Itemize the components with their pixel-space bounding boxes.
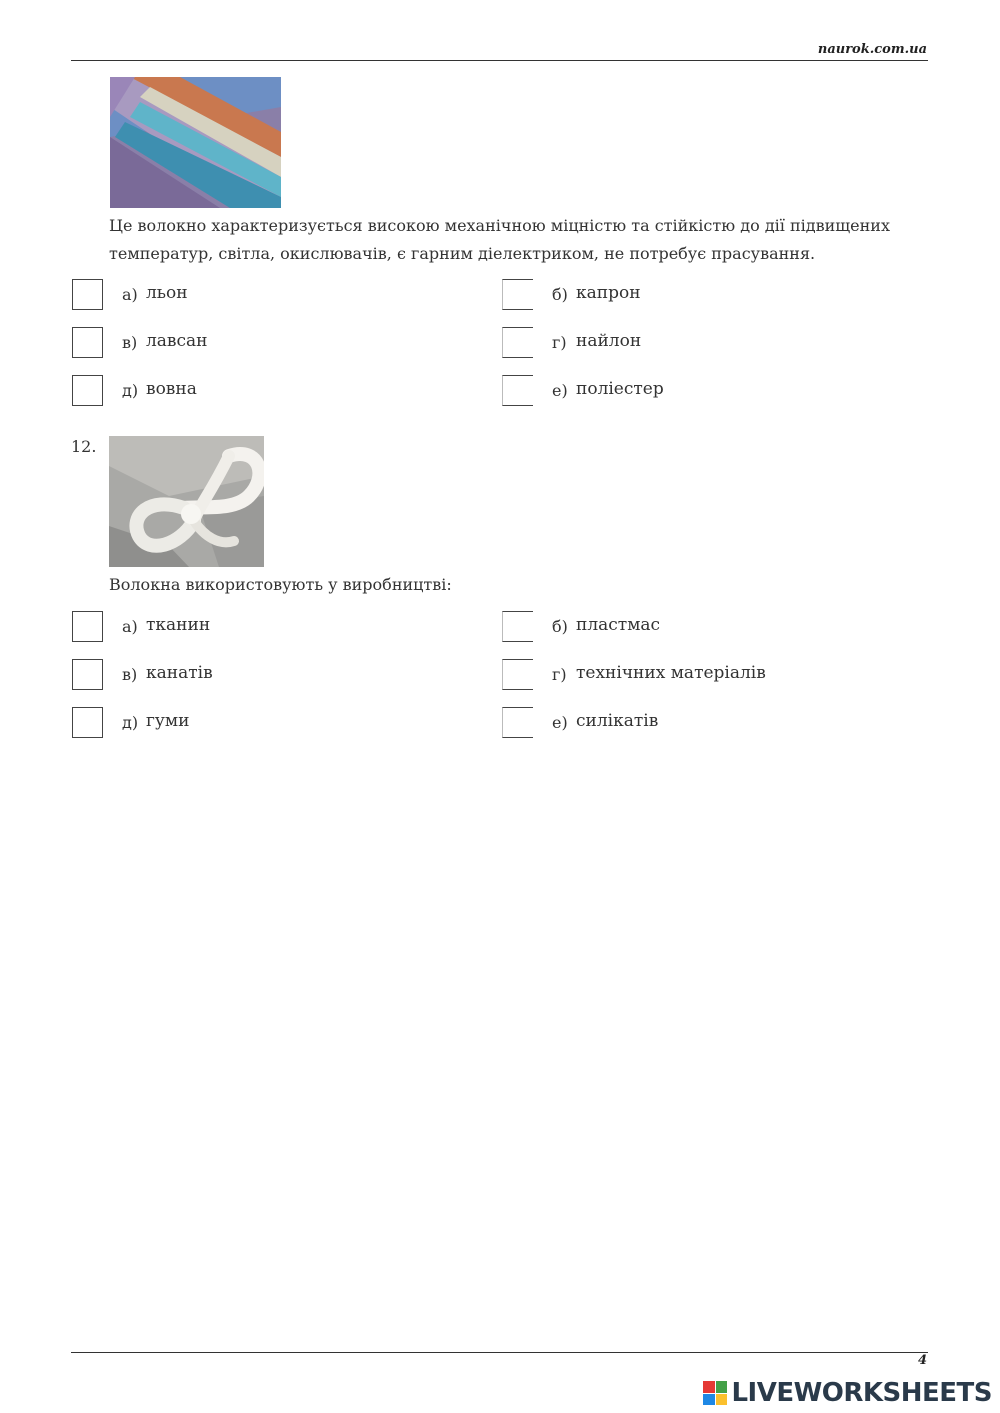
option-letter: г) [552, 665, 567, 684]
option-letter: а) [122, 285, 138, 304]
page-number: 4 [917, 1353, 927, 1368]
option-12-a[interactable] [72, 611, 452, 645]
option-label: пластмас [576, 615, 661, 635]
option-12-d[interactable] [72, 707, 452, 741]
checkbox[interactable] [502, 611, 533, 642]
option-letter: в) [122, 665, 138, 684]
white-rope-bow-photo [109, 436, 264, 567]
logo-square-blue [703, 1394, 715, 1406]
option-label: технічних матеріалів [576, 663, 766, 683]
page-header-site: naurok.com.ua [817, 42, 927, 57]
option-letter: б) [552, 617, 568, 636]
brand-name: LIVEWORKSHEETS [731, 1378, 992, 1408]
option-letter: д) [122, 381, 139, 400]
header-rule [71, 60, 928, 61]
option-letter: г) [552, 333, 567, 352]
liveworksheets-logo [703, 1379, 992, 1407]
option-11-e[interactable] [502, 375, 882, 409]
option-11-v[interactable] [72, 327, 452, 361]
option-11-g[interactable] [502, 327, 882, 361]
option-12-g[interactable] [502, 659, 902, 693]
question-11-text: Це волокно характеризується високою механічною міцністю та стійкістю до дії підвищених температур, світла, окислювачів, є гарним діелектриком, не потребує прасування. [109, 216, 890, 263]
option-11-d[interactable] [72, 375, 452, 409]
option-letter: д) [122, 713, 139, 732]
option-11-b[interactable] [502, 279, 882, 313]
option-label: вовна [146, 379, 197, 399]
option-label: силікатів [576, 711, 659, 731]
option-12-b[interactable] [502, 611, 882, 645]
option-label: найлон [576, 331, 642, 351]
option-letter: в) [122, 333, 138, 352]
option-12-v[interactable] [72, 659, 452, 693]
option-label: лавсан [146, 331, 208, 351]
checkbox[interactable] [72, 707, 103, 738]
option-letter: б) [552, 285, 568, 304]
logo-square-red [703, 1381, 715, 1393]
checkbox[interactable] [502, 327, 533, 358]
checkbox[interactable] [72, 611, 103, 642]
option-label: капрон [576, 283, 641, 303]
option-label: гуми [146, 711, 190, 731]
option-11-a[interactable] [72, 279, 452, 313]
fabric-swatches-photo [110, 77, 281, 208]
question-12-number: 12. [71, 437, 97, 456]
logo-square-yellow [716, 1394, 728, 1406]
option-letter: е) [552, 381, 568, 400]
checkbox[interactable] [72, 375, 103, 406]
checkbox[interactable] [72, 279, 103, 310]
checkbox[interactable] [502, 279, 533, 310]
option-label: льон [146, 283, 188, 303]
question-12-text: Волокна використовують у виробництві: [109, 575, 452, 594]
checkbox[interactable] [502, 375, 533, 406]
option-label: тканин [146, 615, 211, 635]
checkbox[interactable] [502, 707, 533, 738]
option-label: поліестер [576, 379, 664, 399]
option-12-e[interactable] [502, 707, 882, 741]
logo-square-green [716, 1381, 728, 1393]
option-letter: а) [122, 617, 138, 636]
checkbox[interactable] [502, 659, 533, 690]
option-label: канатів [146, 663, 213, 683]
checkbox[interactable] [72, 659, 103, 690]
checkbox[interactable] [72, 327, 103, 358]
liveworksheets-icon [703, 1381, 727, 1405]
footer-rule [71, 1352, 928, 1353]
option-letter: е) [552, 713, 568, 732]
